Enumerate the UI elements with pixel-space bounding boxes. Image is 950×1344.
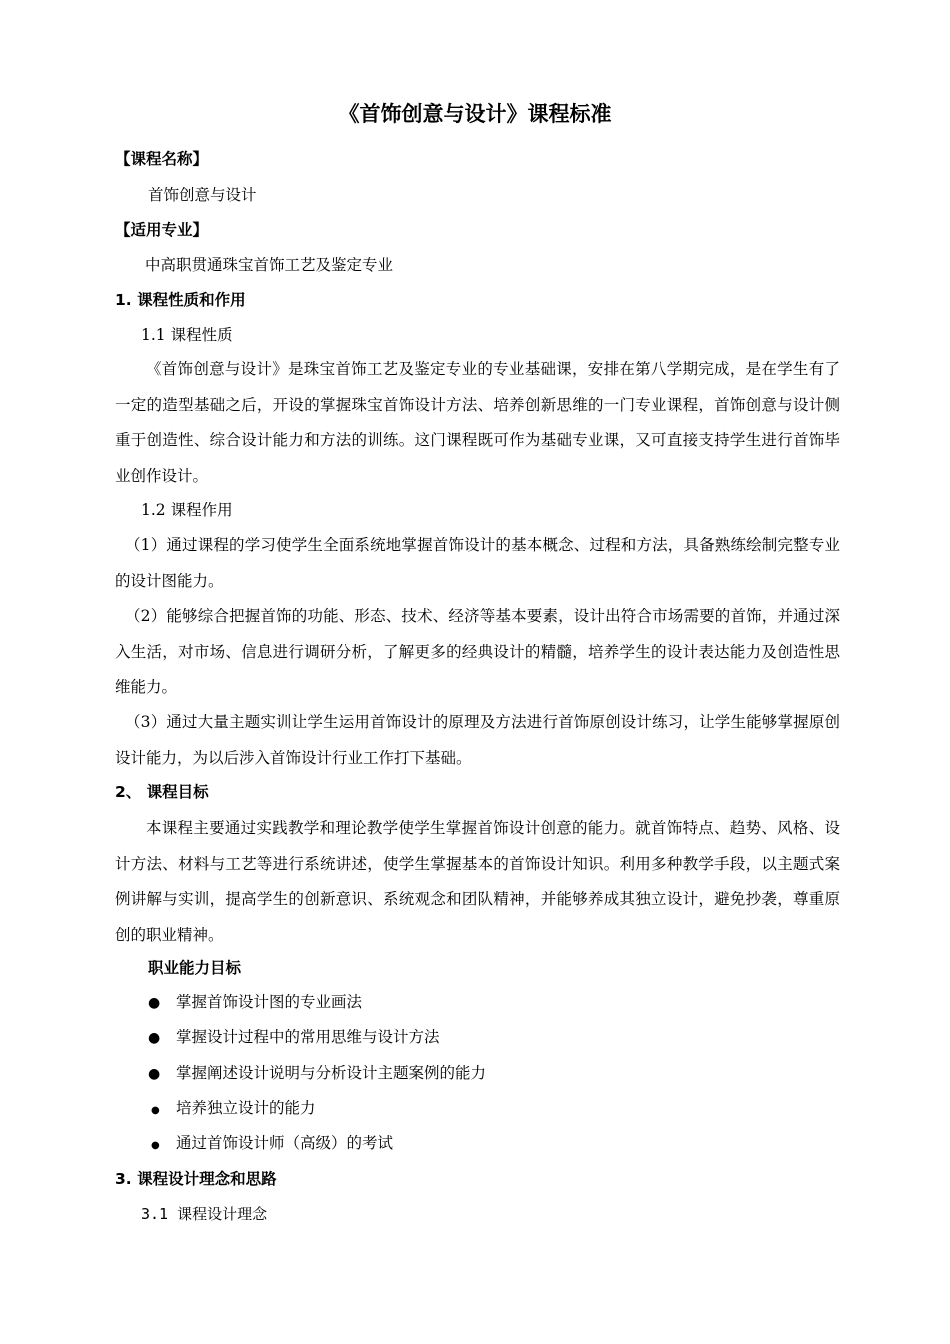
section-1-2-heading: 1.2 课程作用 <box>141 501 233 519</box>
document-title: 《首饰创意与设计》课程标准 <box>338 102 612 126</box>
bullet-icon: ● <box>148 1066 161 1082</box>
section-1-2-item-3: （3）通过大量主题实训让学生运用首饰设计的原理及方法进行首饰原创设计练习，让学生能够掌握原创设计能力，为以后涉入首饰设计行业工作打下基础。 <box>115 713 840 767</box>
list-item-text: 培养独立设计的能力 <box>176 1099 316 1117</box>
list-item-text: 通过首饰设计师（高级）的考试 <box>176 1134 394 1152</box>
list-item <box>148 1026 440 1049</box>
section-1-1-heading: 1.1 课程性质 <box>141 326 233 344</box>
list-item-text: 掌握阐述设计说明与分析设计主题案例的能力 <box>176 1064 487 1082</box>
bullet-icon: ● <box>148 995 161 1011</box>
course-name-heading: 【课程名称】 <box>115 150 209 168</box>
list-item <box>148 1062 486 1085</box>
major: 中高职贯通珠宝首饰工艺及鉴定专业 <box>145 256 394 274</box>
major-heading: 【适用专业】 <box>115 221 209 239</box>
course-name: 首饰创意与设计 <box>148 186 257 204</box>
list-item <box>148 1097 316 1122</box>
section-1-2-item-1: （1）通过课程的学习使学生全面系统地掌握首饰设计的基本概念、过程和方法，具备熟练绘制完整专业的设计图能力。 <box>115 536 840 590</box>
bullet-icon: ● <box>151 1105 160 1116</box>
section-1-heading: 1. 课程性质和作用 <box>115 291 246 309</box>
list-item-text: 掌握设计过程中的常用思维与设计方法 <box>176 1028 440 1046</box>
ability-heading: 职业能力目标 <box>148 959 242 977</box>
bullet-icon: ● <box>148 1030 161 1046</box>
bullet-icon: ● <box>151 1140 160 1151</box>
section-1-2-item-2: （2）能够综合把握首饰的功能、形态、技术、经济等基本要素，设计出符合市场需要的首饰，并通过深入生活，对市场、信息进行调研分析，了解更多的经典设计的精髓，培养学生的设计表达能力及创造性思维能力。 <box>115 607 840 696</box>
list-item-text: 掌握首饰设计图的专业画法 <box>176 993 363 1011</box>
section-3-heading: 3. 课程设计理念和思路 <box>115 1170 277 1188</box>
section-3-1-heading: 3.1 课程设计理念 <box>141 1205 268 1223</box>
section-1-1-paragraph: 《首饰创意与设计》是珠宝首饰工艺及鉴定专业的专业基础课，安排在第八学期完成，是在学生有了一定的造型基础之后，开设的掌握珠宝首饰设计方法、培养创新思维的一门专业课程，首饰创意与设计侧重于创造性、综合设计能力和方法的训练。这门课程既可作为基础专业课，又可直接支持学生进行首饰毕业创作设计。 <box>115 360 840 485</box>
section-2-heading: 2、 课程目标 <box>115 783 209 801</box>
list-item <box>148 1132 393 1157</box>
list-item <box>148 991 362 1014</box>
section-2-paragraph: 本课程主要通过实践教学和理论教学使学生掌握首饰设计创意的能力。就首饰特点、趋势、风格、设计方法、材料与工艺等进行系统讲述，使学生掌握基本的首饰设计知识。利用多种教学手段，以主题式案例讲解与实训，提高学生的创新意识、系统观念和团队精神，并能够养成其独立设计，避免抄袭，尊重原创的职业精神。 <box>115 819 840 944</box>
